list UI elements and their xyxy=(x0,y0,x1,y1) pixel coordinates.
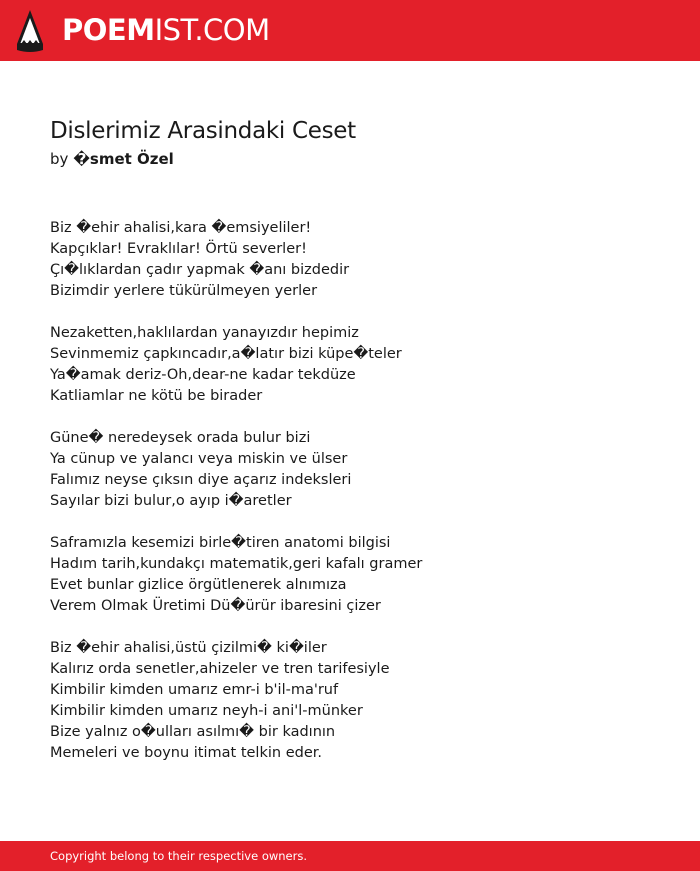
poem-line: Kimbilir kimden umarız neyh-i ani'l-münker xyxy=(50,703,363,719)
poem-title: Dislerimiz Arasindaki Ceset xyxy=(50,118,356,144)
poem-line: Kapçıklar! Evraklılar! Örtü severler! xyxy=(50,241,307,257)
poem-line: Saframızla kesemizi birle�tiren anatomi bilgisi xyxy=(50,535,391,551)
poem-line: Verem Olmak Üretimi Dü�ürür ibaresini çizer xyxy=(50,598,381,614)
poem-line: Biz �ehir ahalisi,üstü çizilmi� ki�iler xyxy=(50,640,327,656)
top-bar xyxy=(0,0,700,61)
poem-line: Bize yalnız o�ulları asılmı� bir kadının xyxy=(50,724,336,740)
poem-line: Kalırız orda senetler,ahizeler ve tren tarifesiyle xyxy=(50,661,390,677)
copyright-text: Copyright belong to their respective owners. xyxy=(50,849,308,863)
poem-stanza xyxy=(50,218,650,302)
poem-line: Hadım tarih,kundakçı matematik,geri kafalı gramer xyxy=(50,556,423,572)
author-name[interactable]: �smet Özel xyxy=(73,150,174,168)
logo-text-light: IST.COM xyxy=(154,13,270,47)
poem-line: Ya cünup ve yalancı veya miskin ve ülser xyxy=(50,451,348,467)
poem-line: Nezaketten,haklılardan yanayızdır hepimiz xyxy=(50,325,359,341)
poem-line: Güne� neredeysek orada bulur bizi xyxy=(50,430,311,446)
poem-line: Çı�lıklardan çadır yapmak �anı bizdedir xyxy=(50,262,350,278)
poem-line: Bizimdir yerlere tükürülmeyen yerler xyxy=(50,283,318,299)
pencil-icon[interactable] xyxy=(17,10,43,52)
by-label: by xyxy=(50,150,69,168)
poem-line: Biz �ehir ahalisi,kara �emsiyeliler! xyxy=(50,220,312,236)
poem-line: Kimbilir kimden umarız emr-i b'il-ma'ruf xyxy=(50,682,339,698)
poem-stanza xyxy=(50,428,650,512)
poem-line: Memeleri ve boynu itimat telkin eder. xyxy=(50,745,322,761)
poem-stanza xyxy=(50,323,650,407)
poem-body xyxy=(50,218,650,785)
poem-line: Evet bunlar gizlice örgütlenerek alnımıza xyxy=(50,577,347,593)
poem-line: Katliamlar ne kötü be birader xyxy=(50,388,263,404)
site-logo[interactable] xyxy=(62,13,270,47)
poem-line: Ya�amak deriz-Oh,dear-ne kadar tekdüze xyxy=(50,367,356,383)
poem-line: Sayılar bizi bulur,o ayıp i�aretler xyxy=(50,493,292,509)
poem-stanza xyxy=(50,533,650,617)
logo-text-bold: POEM xyxy=(62,13,155,47)
footer xyxy=(0,841,700,871)
poem-line: Falımız neyse çıksın diye açarız indeksleri xyxy=(50,472,352,488)
poem-stanza xyxy=(50,638,650,764)
byline xyxy=(50,149,174,169)
poem-line: Sevinmemiz çapkıncadır,a�latır bizi küpe�teler xyxy=(50,346,402,362)
